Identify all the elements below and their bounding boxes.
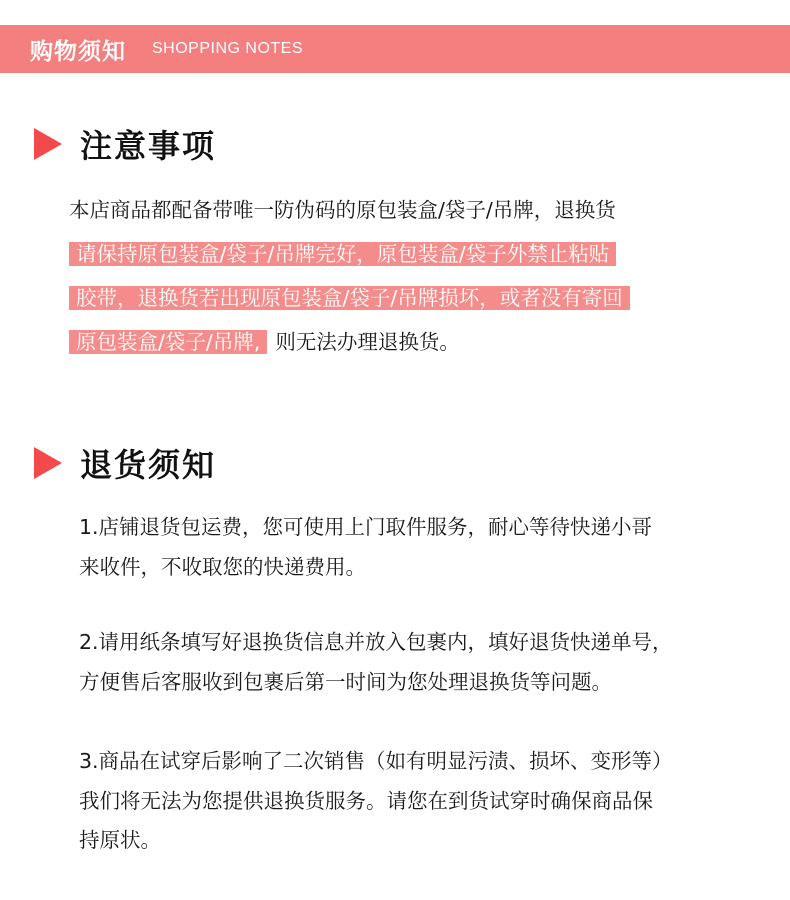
heading-text: 注意事项: [80, 127, 217, 165]
section-heading-returns: [34, 440, 216, 486]
triangle-bullet-icon: [34, 128, 62, 160]
banner-subtitle: SHOPPING NOTES: [152, 40, 304, 57]
notes-line-2: [69, 236, 616, 272]
return-item-2-line-1: 2.请用纸条填写好退换货信息并放入包裹内，填好退货快递单号，: [79, 630, 673, 654]
return-item-3-line-2: 我们将无法为您提供退换货服务。请您在到货试穿时确保商品保: [79, 789, 653, 813]
banner-title: 购物须知: [30, 38, 126, 65]
highlight-text: 胶带，退换货若出现原包装盒/袋子/吊牌损坏，或者没有寄回: [69, 286, 630, 310]
return-item-1-line-2: 来收件，不收取您的快递费用。: [79, 555, 366, 579]
return-item-1-line-1: 1.店铺退货包运费，您可使用上门取件服务，耐心等待快递小哥: [79, 515, 653, 539]
highlight-text: 原包装盒/袋子/吊牌,: [69, 330, 267, 354]
return-item-3-line-1: 3.商品在试穿后影响了二次销售（如有明显污渍、损坏、变形等）: [79, 749, 673, 773]
highlight-text: 请保持原包装盒/袋子/吊牌完好，原包装盒/袋子外禁止粘贴: [69, 242, 616, 266]
section-heading-notes: [34, 121, 216, 167]
notes-line-1: 本店商品都配备带唯一防伪码的原包装盒/袋子/吊牌，退换货: [69, 198, 616, 222]
notes-line-4: 原包装盒/袋子/吊牌, 则无法办理退换货。: [69, 324, 460, 360]
heading-text: 退货须知: [80, 446, 217, 484]
notes-line-3: [69, 280, 630, 316]
return-item-2-line-2: 方便售后客服收到包裹后第一时间为您处理退换货等问题。: [79, 670, 612, 694]
triangle-bullet-icon: [34, 447, 62, 479]
return-item-3-line-3: 持原状。: [79, 828, 161, 852]
shopping-notes-banner: [0, 25, 790, 73]
